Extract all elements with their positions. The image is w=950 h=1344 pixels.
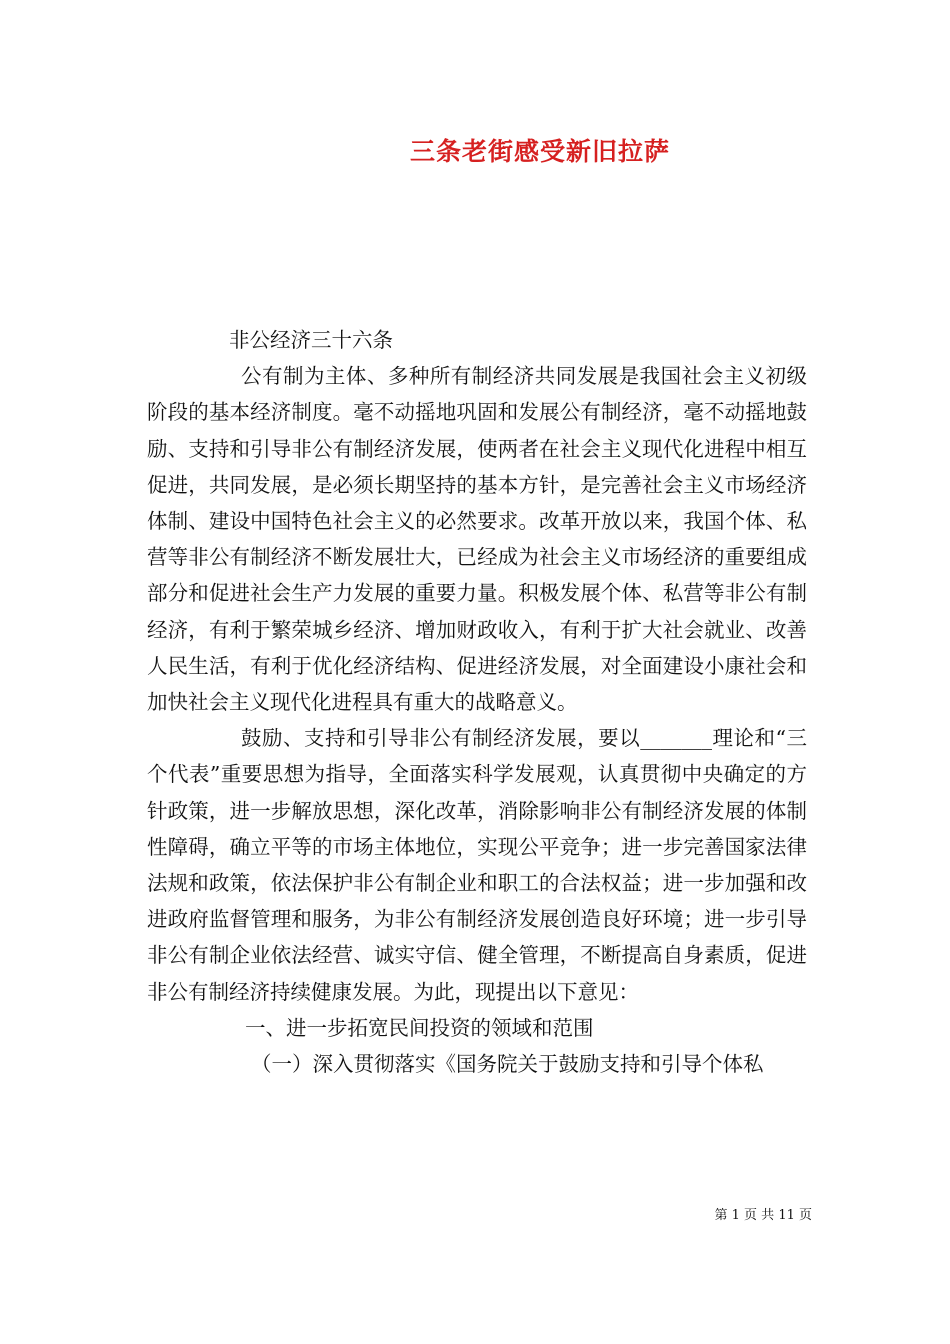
document-heading: 非公经济三十六条 <box>229 328 393 352</box>
page-number: 第 1 页 共 11 页 <box>714 1208 812 1223</box>
document-title: 三条老街感受新旧拉萨 <box>409 137 670 166</box>
paragraph-1: 公有制为主体、多种所有制经济共同发展是我国社会主义初级阶段的基本经济制度。毫不动摇地巩固和发展公有制经济，毫不动摇地鼓励、支持和引导非公有制经济发展，使两者在社会主义现代化进程中相互促进，共同发展，是必须长期坚持的基本方针，是完善社会主义市场经济体制、建设中国特色社会主义的必然要求。改革开放以来，我国个体、私营等非公有制经济不断发展壮大，已经成为社会主义市场经济的重要组成部分和促进社会生产力发展的重要力量。积极发展个体、私营等非公有制经济，有利于繁荣城乡经济、增加财政收入，有利于扩大社会就业、改善人民生活，有利于优化经济结构、促进经济发展，对全面建设小康社会和加快社会主义现代化进程具有重大的战略意义。 <box>147 364 807 715</box>
section-heading: 一、进一步拓宽民间投资的领域和范围 <box>245 1015 594 1040</box>
document-body <box>147 322 807 1082</box>
paragraph-2: 鼓励、支持和引导非公有制经济发展，要以_______理论和“三个代表”重要思想为指导，全面落实科学发展观，认真贯彻中央确定的方针政策，进一步解放思想，深化改革，消除影响非公有制经济发展的体制性障碍，确立平等的市场主体地位，实现公平竞争；进一步完善国家法律法规和政策，依法保护非公有制企业和职工的合法权益；进一步加强和改进政府监督管理和服务，为非公有制经济发展创造良好环境；进一步引导非公有制企业依法经营、诚实守信、健全管理，不断提高自身素质，促进非公有制经济持续健康发展。为此，现提出以下意见： <box>147 726 807 1004</box>
subsection-start: （一）深入贯彻落实《国务院关于鼓励支持和引导个体私 <box>251 1052 764 1077</box>
